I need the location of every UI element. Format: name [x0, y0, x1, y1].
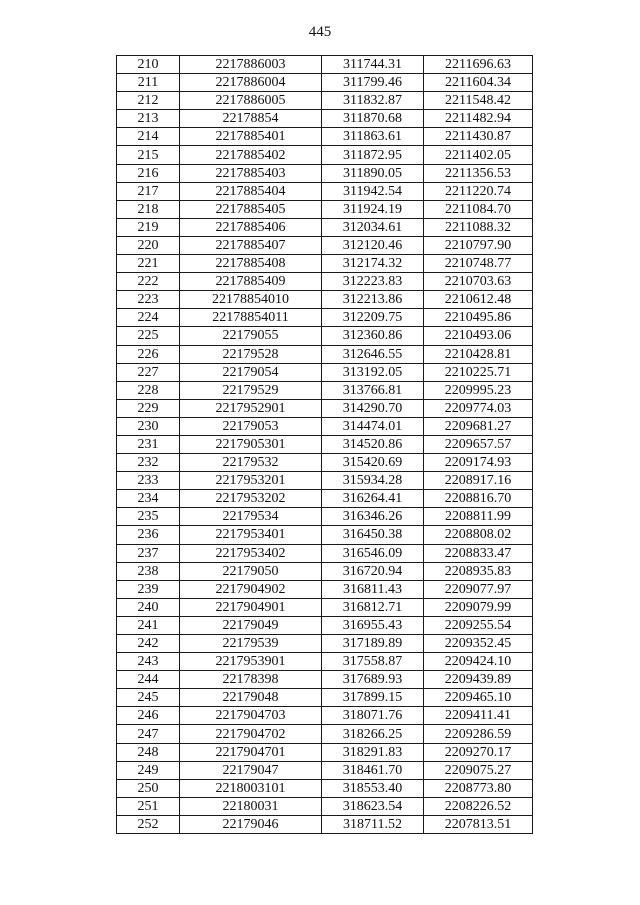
- y-coordinate-cell: 2207813.51: [424, 815, 533, 833]
- row-number-cell: 230: [117, 417, 180, 435]
- table-row: [117, 291, 533, 309]
- y-coordinate-cell: 2211402.05: [424, 146, 533, 164]
- y-coordinate-cell: 2209255.54: [424, 616, 533, 634]
- y-coordinate-cell: 2211604.34: [424, 74, 533, 92]
- table-row: [117, 327, 533, 345]
- y-coordinate-cell: 2211696.63: [424, 56, 533, 74]
- table-row: [117, 743, 533, 761]
- point-id-cell: 2217885403: [180, 164, 322, 182]
- y-coordinate-cell: 2209075.27: [424, 761, 533, 779]
- table-row: [117, 182, 533, 200]
- table-row: [117, 236, 533, 254]
- table-row: [117, 635, 533, 653]
- table-row: [117, 797, 533, 815]
- x-coordinate-cell: 311870.68: [322, 110, 424, 128]
- table-row: [117, 363, 533, 381]
- y-coordinate-cell: 2210748.77: [424, 255, 533, 273]
- x-coordinate-cell: 311863.61: [322, 128, 424, 146]
- table-row: [117, 417, 533, 435]
- row-number-cell: 217: [117, 182, 180, 200]
- row-number-cell: 222: [117, 273, 180, 291]
- point-id-cell: 22178398: [180, 671, 322, 689]
- point-id-cell: 2217953402: [180, 544, 322, 562]
- table-row: [117, 56, 533, 74]
- x-coordinate-cell: 318623.54: [322, 797, 424, 815]
- point-id-cell: 2217904701: [180, 743, 322, 761]
- y-coordinate-cell: 2209077.97: [424, 580, 533, 598]
- point-id-cell: 2217885407: [180, 236, 322, 254]
- point-id-cell: 22178854: [180, 110, 322, 128]
- x-coordinate-cell: 314520.86: [322, 435, 424, 453]
- row-number-cell: 242: [117, 635, 180, 653]
- row-number-cell: 227: [117, 363, 180, 381]
- x-coordinate-cell: 316346.26: [322, 508, 424, 526]
- table-row: [117, 616, 533, 634]
- point-id-cell: 2217953201: [180, 472, 322, 490]
- y-coordinate-cell: 2209174.93: [424, 454, 533, 472]
- y-coordinate-cell: 2211220.74: [424, 182, 533, 200]
- row-number-cell: 224: [117, 309, 180, 327]
- x-coordinate-cell: 311832.87: [322, 92, 424, 110]
- y-coordinate-cell: 2208773.80: [424, 779, 533, 797]
- x-coordinate-cell: 311872.95: [322, 146, 424, 164]
- x-coordinate-cell: 318711.52: [322, 815, 424, 833]
- y-coordinate-cell: 2211356.53: [424, 164, 533, 182]
- y-coordinate-cell: 2210703.63: [424, 273, 533, 291]
- coordinates-table: [116, 55, 533, 834]
- y-coordinate-cell: 2210225.71: [424, 363, 533, 381]
- table-row: [117, 218, 533, 236]
- row-number-cell: 231: [117, 435, 180, 453]
- point-id-cell: 22180031: [180, 797, 322, 815]
- table-row: [117, 345, 533, 363]
- table-body: [117, 56, 533, 834]
- row-number-cell: 246: [117, 707, 180, 725]
- point-id-cell: 22179534: [180, 508, 322, 526]
- x-coordinate-cell: 318461.70: [322, 761, 424, 779]
- point-id-cell: 2218003101: [180, 779, 322, 797]
- x-coordinate-cell: 315934.28: [322, 472, 424, 490]
- point-id-cell: 2217953901: [180, 653, 322, 671]
- y-coordinate-cell: 2209439.89: [424, 671, 533, 689]
- point-id-cell: 2217885401: [180, 128, 322, 146]
- table-row: [117, 128, 533, 146]
- point-id-cell: 22179532: [180, 454, 322, 472]
- table-row: [117, 399, 533, 417]
- y-coordinate-cell: 2210797.90: [424, 236, 533, 254]
- point-id-cell: 2217886005: [180, 92, 322, 110]
- row-number-cell: 250: [117, 779, 180, 797]
- y-coordinate-cell: 2208935.83: [424, 562, 533, 580]
- y-coordinate-cell: 2209411.41: [424, 707, 533, 725]
- table-row: [117, 508, 533, 526]
- point-id-cell: 2217904902: [180, 580, 322, 598]
- row-number-cell: 241: [117, 616, 180, 634]
- point-id-cell: 2217885404: [180, 182, 322, 200]
- table-row: [117, 309, 533, 327]
- row-number-cell: 218: [117, 200, 180, 218]
- table-row: [117, 779, 533, 797]
- point-id-cell: 22179050: [180, 562, 322, 580]
- point-id-cell: 2217904703: [180, 707, 322, 725]
- point-id-cell: 2217885408: [180, 255, 322, 273]
- x-coordinate-cell: 312360.86: [322, 327, 424, 345]
- y-coordinate-cell: 2210495.86: [424, 309, 533, 327]
- row-number-cell: 214: [117, 128, 180, 146]
- x-coordinate-cell: 318266.25: [322, 725, 424, 743]
- table-row: [117, 544, 533, 562]
- row-number-cell: 234: [117, 490, 180, 508]
- row-number-cell: 228: [117, 381, 180, 399]
- point-id-cell: 22179046: [180, 815, 322, 833]
- x-coordinate-cell: 311942.54: [322, 182, 424, 200]
- row-number-cell: 223: [117, 291, 180, 309]
- x-coordinate-cell: 314474.01: [322, 417, 424, 435]
- row-number-cell: 211: [117, 74, 180, 92]
- row-number-cell: 221: [117, 255, 180, 273]
- row-number-cell: 210: [117, 56, 180, 74]
- y-coordinate-cell: 2209352.45: [424, 635, 533, 653]
- table-row: [117, 110, 533, 128]
- table-row: [117, 146, 533, 164]
- point-id-cell: 22179048: [180, 689, 322, 707]
- page-number: 445: [308, 24, 332, 40]
- table-row: [117, 200, 533, 218]
- table-row: [117, 562, 533, 580]
- point-id-cell: 22179047: [180, 761, 322, 779]
- row-number-cell: 238: [117, 562, 180, 580]
- row-number-cell: 237: [117, 544, 180, 562]
- y-coordinate-cell: 2208808.02: [424, 526, 533, 544]
- point-id-cell: 2217886003: [180, 56, 322, 74]
- point-id-cell: 2217953401: [180, 526, 322, 544]
- row-number-cell: 236: [117, 526, 180, 544]
- x-coordinate-cell: 316812.71: [322, 598, 424, 616]
- row-number-cell: 215: [117, 146, 180, 164]
- row-number-cell: 212: [117, 92, 180, 110]
- table-row: [117, 707, 533, 725]
- x-coordinate-cell: 312120.46: [322, 236, 424, 254]
- x-coordinate-cell: 317189.89: [322, 635, 424, 653]
- x-coordinate-cell: 311924.19: [322, 200, 424, 218]
- point-id-cell: 2217885409: [180, 273, 322, 291]
- x-coordinate-cell: 316546.09: [322, 544, 424, 562]
- y-coordinate-cell: 2211088.32: [424, 218, 533, 236]
- point-id-cell: 22179054: [180, 363, 322, 381]
- point-id-cell: 22178854011: [180, 309, 322, 327]
- x-coordinate-cell: 318071.76: [322, 707, 424, 725]
- y-coordinate-cell: 2209657.57: [424, 435, 533, 453]
- table-row: [117, 526, 533, 544]
- x-coordinate-cell: 312213.86: [322, 291, 424, 309]
- table-row: [117, 454, 533, 472]
- table-row: [117, 671, 533, 689]
- row-number-cell: 213: [117, 110, 180, 128]
- x-coordinate-cell: 312223.83: [322, 273, 424, 291]
- table-row: [117, 580, 533, 598]
- y-coordinate-cell: 2209995.23: [424, 381, 533, 399]
- point-id-cell: 22179539: [180, 635, 322, 653]
- x-coordinate-cell: 311890.05: [322, 164, 424, 182]
- point-id-cell: 2217952901: [180, 399, 322, 417]
- table-row: [117, 381, 533, 399]
- table-row: [117, 92, 533, 110]
- y-coordinate-cell: 2209424.10: [424, 653, 533, 671]
- table-row: [117, 472, 533, 490]
- x-coordinate-cell: 312209.75: [322, 309, 424, 327]
- x-coordinate-cell: 316811.43: [322, 580, 424, 598]
- point-id-cell: 22179053: [180, 417, 322, 435]
- y-coordinate-cell: 2208226.52: [424, 797, 533, 815]
- table-row: [117, 255, 533, 273]
- x-coordinate-cell: 316955.43: [322, 616, 424, 634]
- x-coordinate-cell: 317689.93: [322, 671, 424, 689]
- x-coordinate-cell: 316264.41: [322, 490, 424, 508]
- y-coordinate-cell: 2211430.87: [424, 128, 533, 146]
- point-id-cell: 2217885402: [180, 146, 322, 164]
- row-number-cell: 216: [117, 164, 180, 182]
- row-number-cell: 247: [117, 725, 180, 743]
- point-id-cell: 22179055: [180, 327, 322, 345]
- point-id-cell: 22178854010: [180, 291, 322, 309]
- point-id-cell: 2217953202: [180, 490, 322, 508]
- x-coordinate-cell: 312034.61: [322, 218, 424, 236]
- table-row: [117, 598, 533, 616]
- point-id-cell: 22179528: [180, 345, 322, 363]
- y-coordinate-cell: 2209270.17: [424, 743, 533, 761]
- x-coordinate-cell: 311744.31: [322, 56, 424, 74]
- row-number-cell: 248: [117, 743, 180, 761]
- table-row: [117, 689, 533, 707]
- table-row: [117, 164, 533, 182]
- x-coordinate-cell: 318291.83: [322, 743, 424, 761]
- row-number-cell: 249: [117, 761, 180, 779]
- y-coordinate-cell: 2210428.81: [424, 345, 533, 363]
- row-number-cell: 245: [117, 689, 180, 707]
- row-number-cell: 229: [117, 399, 180, 417]
- x-coordinate-cell: 311799.46: [322, 74, 424, 92]
- y-coordinate-cell: 2210493.06: [424, 327, 533, 345]
- x-coordinate-cell: 314290.70: [322, 399, 424, 417]
- point-id-cell: 22179049: [180, 616, 322, 634]
- table-row: [117, 273, 533, 291]
- x-coordinate-cell: 313766.81: [322, 381, 424, 399]
- y-coordinate-cell: 2209465.10: [424, 689, 533, 707]
- y-coordinate-cell: 2208811.99: [424, 508, 533, 526]
- point-id-cell: 2217885405: [180, 200, 322, 218]
- x-coordinate-cell: 312646.55: [322, 345, 424, 363]
- row-number-cell: 240: [117, 598, 180, 616]
- x-coordinate-cell: 316450.38: [322, 526, 424, 544]
- y-coordinate-cell: 2208816.70: [424, 490, 533, 508]
- row-number-cell: 239: [117, 580, 180, 598]
- table-row: [117, 490, 533, 508]
- point-id-cell: 2217904702: [180, 725, 322, 743]
- x-coordinate-cell: 313192.05: [322, 363, 424, 381]
- x-coordinate-cell: 315420.69: [322, 454, 424, 472]
- x-coordinate-cell: 317558.87: [322, 653, 424, 671]
- y-coordinate-cell: 2210612.48: [424, 291, 533, 309]
- y-coordinate-cell: 2209286.59: [424, 725, 533, 743]
- x-coordinate-cell: 312174.32: [322, 255, 424, 273]
- y-coordinate-cell: 2209681.27: [424, 417, 533, 435]
- point-id-cell: 2217904901: [180, 598, 322, 616]
- x-coordinate-cell: 316720.94: [322, 562, 424, 580]
- table-row: [117, 435, 533, 453]
- y-coordinate-cell: 2211548.42: [424, 92, 533, 110]
- point-id-cell: 2217885406: [180, 218, 322, 236]
- table-row: [117, 761, 533, 779]
- row-number-cell: 232: [117, 454, 180, 472]
- table-row: [117, 815, 533, 833]
- table-row: [117, 74, 533, 92]
- y-coordinate-cell: 2209774.03: [424, 399, 533, 417]
- row-number-cell: 251: [117, 797, 180, 815]
- y-coordinate-cell: 2211084.70: [424, 200, 533, 218]
- row-number-cell: 219: [117, 218, 180, 236]
- point-id-cell: 2217905301: [180, 435, 322, 453]
- table-row: [117, 653, 533, 671]
- y-coordinate-cell: 2208833.47: [424, 544, 533, 562]
- point-id-cell: 2217886004: [180, 74, 322, 92]
- row-number-cell: 225: [117, 327, 180, 345]
- table-row: [117, 725, 533, 743]
- y-coordinate-cell: 2211482.94: [424, 110, 533, 128]
- row-number-cell: 243: [117, 653, 180, 671]
- point-id-cell: 22179529: [180, 381, 322, 399]
- row-number-cell: 226: [117, 345, 180, 363]
- row-number-cell: 244: [117, 671, 180, 689]
- x-coordinate-cell: 317899.15: [322, 689, 424, 707]
- row-number-cell: 220: [117, 236, 180, 254]
- row-number-cell: 233: [117, 472, 180, 490]
- row-number-cell: 235: [117, 508, 180, 526]
- y-coordinate-cell: 2209079.99: [424, 598, 533, 616]
- row-number-cell: 252: [117, 815, 180, 833]
- x-coordinate-cell: 318553.40: [322, 779, 424, 797]
- y-coordinate-cell: 2208917.16: [424, 472, 533, 490]
